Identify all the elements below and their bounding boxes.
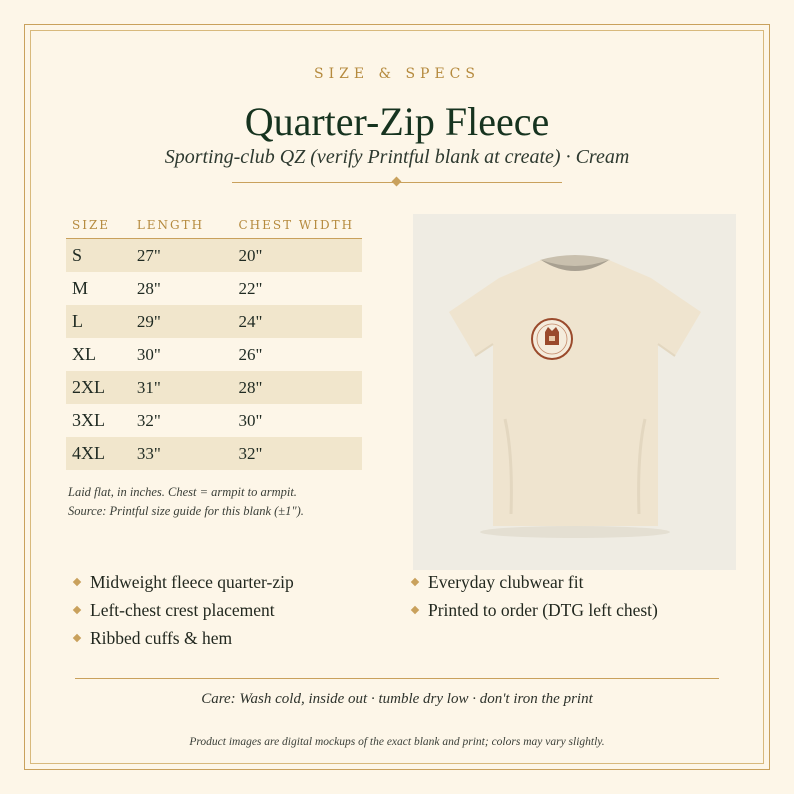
table-row	[66, 371, 362, 404]
table-row	[66, 305, 362, 338]
size-cell: 3XL	[72, 410, 105, 430]
length-cell: 33"	[131, 437, 233, 470]
length-cell: 28"	[136, 278, 161, 298]
length-cell: 30"	[136, 344, 161, 364]
size-cell: 2XL	[66, 371, 131, 404]
column-header-chest-width: CHEST WIDTH	[232, 212, 362, 239]
feature-item	[74, 600, 275, 621]
feature-text: Left-chest crest placement	[90, 600, 275, 620]
chest-cell: 24"	[232, 305, 362, 338]
length-cell: 31"	[131, 371, 233, 404]
feature-text: Midweight fleece quarter-zip	[90, 572, 294, 592]
size-chart-table	[66, 212, 362, 470]
page-subtitle: Sporting-club QZ (verify Printful blank at create) · Cream	[164, 146, 630, 168]
measurement-note	[68, 483, 388, 521]
measurement-source-line: Source: Printful size guide for this blank (±1").	[68, 504, 304, 518]
feature-list	[0, 570, 794, 660]
size-cell: M	[72, 278, 89, 298]
footer-divider	[75, 678, 719, 679]
size-cell: XL	[72, 344, 96, 364]
chest-cell: 30"	[238, 410, 263, 430]
chest-cell: 28"	[232, 371, 362, 404]
diamond-bullet-icon	[73, 606, 81, 614]
diamond-bullet-icon	[73, 578, 81, 586]
feature-item	[412, 600, 658, 621]
chest-cell: 32"	[232, 437, 362, 470]
feature-item	[74, 572, 294, 593]
chest-cell: 20"	[232, 239, 362, 273]
column-header-size: SIZE	[66, 212, 131, 239]
size-cell: S	[66, 239, 131, 273]
measurement-note-line: Laid flat, in inches. Chest = armpit to armpit.	[68, 485, 297, 499]
chest-cell: 22"	[238, 278, 263, 298]
feature-item	[412, 572, 583, 593]
feature-text: Ribbed cuffs & hem	[90, 628, 233, 648]
feature-item	[74, 628, 232, 649]
size-cell: L	[66, 305, 131, 338]
length-cell: 29"	[131, 305, 233, 338]
length-cell: 27"	[131, 239, 233, 273]
diamond-bullet-icon	[73, 634, 81, 642]
eyebrow-label: SIZE & SPECS	[314, 66, 480, 82]
length-cell: 32"	[136, 410, 161, 430]
column-header-length: LENGTH	[131, 212, 233, 239]
feature-text: Everyday clubwear fit	[428, 572, 584, 592]
table-header-row	[66, 212, 362, 239]
product-mockup-image	[413, 214, 736, 570]
table-row	[66, 272, 362, 305]
table-row	[66, 239, 362, 273]
shirt-mockup-icon	[413, 214, 736, 570]
mockup-disclaimer: Product images are digital mockups of the exact blank and print; colors may vary slightly.	[189, 736, 605, 748]
feature-text: Printed to order (DTG left chest)	[428, 600, 658, 620]
size-cell: 4XL	[66, 437, 131, 470]
page-title: Quarter-Zip Fleece	[244, 99, 550, 144]
diamond-bullet-icon	[411, 578, 419, 586]
table-row	[66, 404, 362, 437]
diamond-bullet-icon	[411, 606, 419, 614]
table-row	[66, 338, 362, 371]
care-instructions: Care: Wash cold, inside out · tumble dry low · don't iron the print	[201, 691, 593, 707]
table-row	[66, 437, 362, 470]
chest-cell: 26"	[238, 344, 263, 364]
